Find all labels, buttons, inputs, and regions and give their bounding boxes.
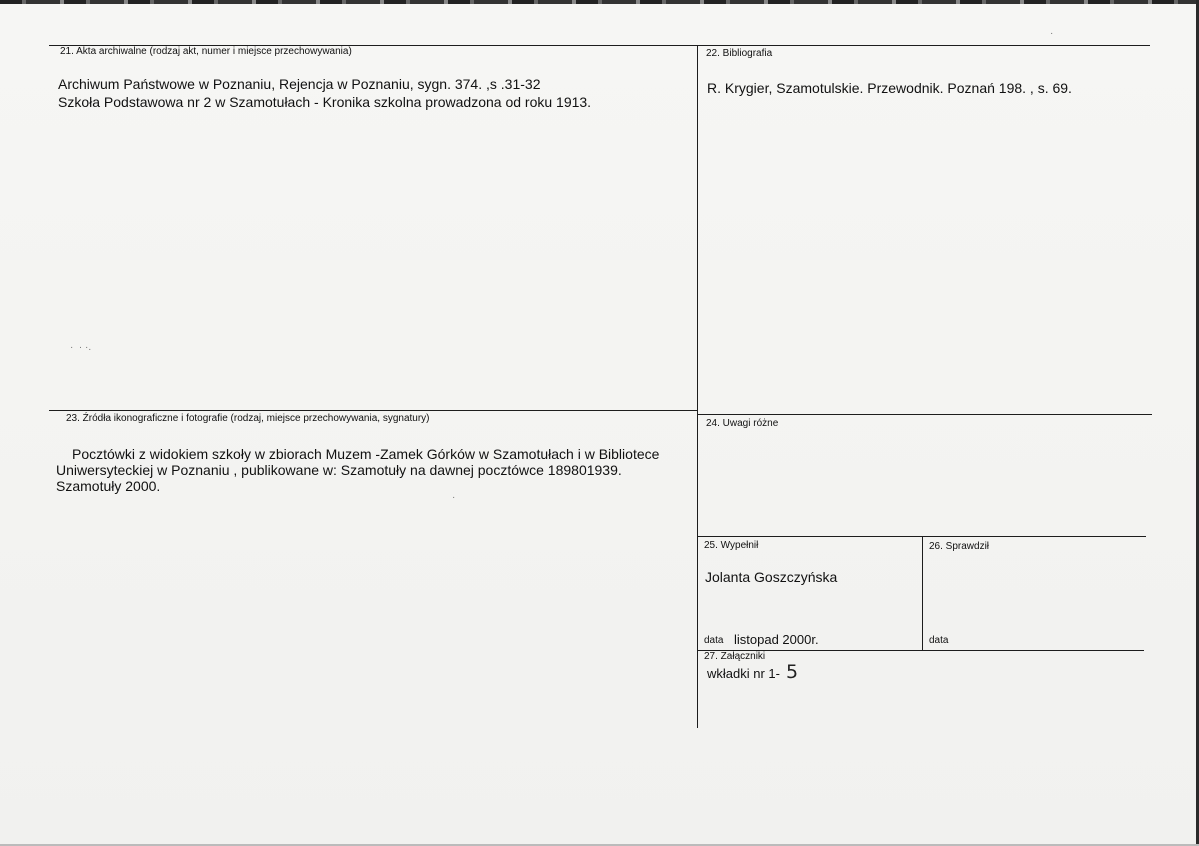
scan-speck: · [452, 492, 456, 503]
field23-label: 23. Źródła ikonograficzne i fotografie (rodzaj, miejsce przechowywania, sygnatury) [66, 413, 430, 424]
field21-line2: Szkoła Podstawowa nr 2 w Szamotułach - Kronika szkolna prowadzona od roku 1913. [58, 94, 592, 110]
field25-date-value: listopad 2000r. [734, 632, 819, 647]
scan-edge-top [0, 0, 1199, 4]
signature-box-divider [922, 536, 923, 650]
field23-line1: Pocztówki z widokiem szkoły w zbiorach Muzem -Zamek Górków w Szamotułach i w Bibliotece [72, 446, 660, 462]
middle-rule-left [49, 410, 697, 411]
field27-label: 27. Załączniki [704, 651, 766, 662]
field21-line1: Archiwum Państwowe w Poznaniu, Rejencja w Poznaniu, sygn. 374. ,s .31-32 [58, 76, 541, 92]
field27-handwritten-number: 5 [786, 661, 799, 683]
field26-label: 26. Sprawdził [929, 541, 990, 552]
field23-line2: Uniwersyteckiej w Poznaniu , publikowane w: Szamotuły na dawnej pocztówce 189801939. [56, 462, 622, 478]
middle-rule-right [697, 414, 1152, 415]
field21-label: 21. Akta archiwalne (rodzaj akt, numer i miejsce przechowywania) [60, 46, 352, 57]
center-divider [697, 45, 698, 728]
field25-name: Jolanta Goszczyńska [705, 569, 838, 585]
scan-speck: · [1050, 28, 1054, 39]
field26-date-label: data [929, 635, 949, 646]
field23-line3: Szamotuły 2000. [56, 478, 161, 494]
field25-date-label: data [704, 635, 724, 646]
field27-text: wkładki nr 1- [707, 666, 780, 681]
scan-speck: · · ·. [70, 342, 92, 353]
field25-label: 25. Wypełnił [704, 540, 759, 551]
field24-label: 24. Uwagi różne [706, 418, 779, 429]
field22-label: 22. Bibliografia [706, 48, 773, 59]
field22-line1: R. Krygier, Szamotulskie. Przewodnik. Poznań 198. , s. 69. [707, 80, 1072, 96]
